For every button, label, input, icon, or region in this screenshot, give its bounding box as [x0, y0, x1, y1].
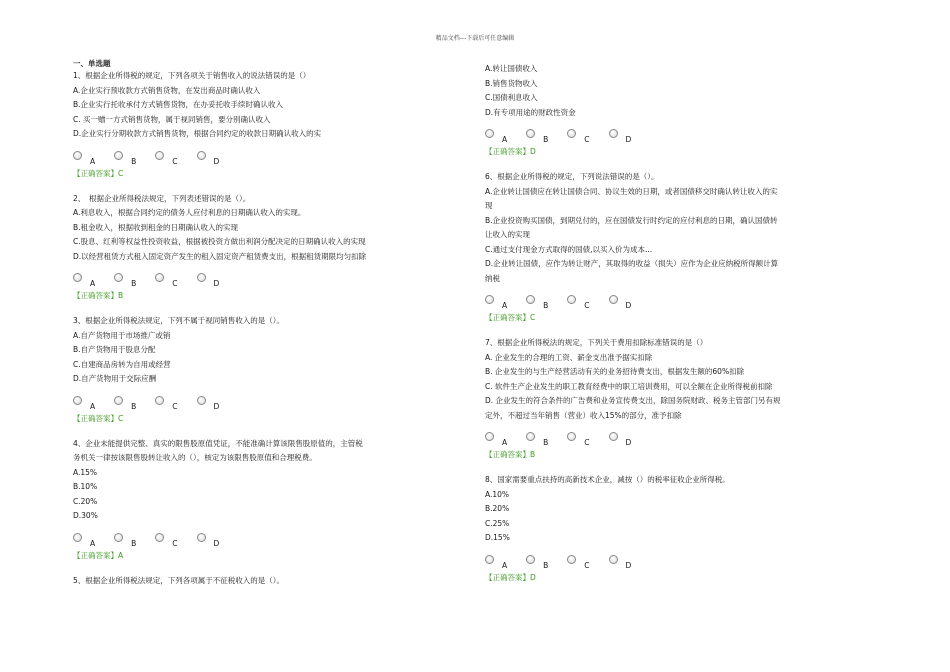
choice-label: A [90, 401, 96, 411]
left-column [73, 58, 408, 588]
answer-choice-row [73, 397, 408, 411]
radio-button[interactable] [567, 129, 576, 138]
choice-label: A [502, 135, 508, 144]
choice-label: C [584, 560, 590, 570]
radio-button[interactable] [567, 432, 576, 441]
choice-c[interactable] [155, 279, 177, 288]
choice-label: C [584, 301, 590, 310]
option-text: C. 买一赠一方式销售货物，属于视同销售，要分别确认收入 [73, 114, 271, 124]
choice-a[interactable] [73, 157, 95, 166]
question-block [73, 574, 408, 589]
choice-label: D [213, 156, 220, 166]
option-text: C.20% [73, 496, 98, 506]
question-block [485, 62, 805, 158]
radio-button[interactable] [155, 396, 164, 405]
question-text: 8、国家需要重点扶持的高新技术企业，减按（）的税率征收企业所得税。 [485, 475, 730, 484]
question-text: 6、根据企业所得税的规定，下列说法错误的是（）。 [485, 172, 659, 181]
choice-label: D [213, 279, 220, 288]
choice-b[interactable] [526, 301, 548, 310]
answer-choice-row [485, 433, 805, 447]
radio-button[interactable] [197, 151, 206, 160]
question-text: 3、根据企业所得税法规定，下列不属于视同销售收入的是（）。 [73, 316, 285, 325]
radio-button[interactable] [73, 273, 82, 282]
radio-button[interactable] [155, 151, 164, 160]
radio-button[interactable] [609, 555, 618, 564]
question-text: 1、根据企业所得税的规定，下列各项关于销售收入的说法错误的是（） [73, 71, 311, 80]
radio-button[interactable] [567, 555, 576, 564]
option-text: C.自建商品房转为自用或经营 [73, 359, 171, 369]
choice-a[interactable] [73, 402, 95, 411]
choice-a[interactable] [485, 135, 507, 144]
choice-c[interactable] [155, 402, 177, 411]
choice-label: D [213, 401, 220, 411]
choice-label: A [90, 279, 96, 288]
choice-label: B [131, 279, 137, 288]
choice-b[interactable] [114, 279, 136, 288]
question-block [485, 336, 805, 461]
radio-button[interactable] [485, 295, 494, 304]
option-text: 现 [485, 201, 493, 210]
radio-button[interactable] [485, 432, 494, 441]
option-text: D.30% [73, 511, 98, 520]
radio-button[interactable] [197, 533, 206, 542]
choice-d[interactable] [197, 539, 220, 548]
choice-label: A [90, 156, 96, 166]
option-text: B.租金收入，根据收到租金的日期确认收入的实现 [73, 222, 239, 232]
choice-label: C [584, 135, 590, 144]
radio-button[interactable] [485, 129, 494, 138]
radio-button[interactable] [609, 129, 618, 138]
option-text: C.国债利息收入 [485, 93, 538, 102]
radio-button[interactable] [114, 151, 123, 160]
choice-d[interactable] [609, 301, 632, 310]
option-text: B.企业实行托收承付方式销售货物，在办妥托收手续时确认收入 [73, 100, 284, 109]
option-text: A.15% [73, 467, 98, 477]
left-question-list [73, 69, 408, 588]
correct-answer: 【正确答案】B [485, 450, 536, 459]
question-block [73, 69, 408, 180]
choice-d[interactable] [197, 157, 220, 166]
radio-button[interactable] [526, 555, 535, 564]
option-text: B.20% [485, 504, 510, 513]
correct-answer: 【正确答案】B [73, 291, 124, 300]
right-question-list [485, 62, 805, 584]
correct-answer: 【正确答案】D [485, 572, 536, 582]
choice-label: A [502, 560, 508, 570]
choice-label: C [172, 156, 178, 166]
radio-button[interactable] [526, 432, 535, 441]
choice-b[interactable] [114, 402, 136, 411]
question-block [485, 170, 805, 324]
radio-button[interactable] [567, 295, 576, 304]
choice-d[interactable] [197, 279, 220, 288]
radio-button[interactable] [114, 533, 123, 542]
answer-choice-row [73, 152, 408, 166]
option-text: B.10% [73, 482, 98, 491]
question-block [73, 314, 408, 425]
option-text: B.销售货物收入 [485, 78, 538, 88]
choice-label: C [172, 538, 178, 548]
choice-label: D [625, 560, 632, 570]
radio-button[interactable] [526, 129, 535, 138]
radio-button[interactable] [155, 273, 164, 282]
choice-c[interactable] [567, 438, 589, 447]
option-text: A.自产货物用于市场推广或销 [73, 330, 171, 340]
choice-label: C [172, 401, 178, 411]
choice-d[interactable] [609, 135, 632, 144]
question-text: 7、根据企业所得税法的规定，下列关于费用扣除标准错误的是（） [485, 338, 708, 347]
choice-label: D [213, 538, 220, 548]
choice-a[interactable] [485, 438, 507, 447]
radio-button[interactable] [73, 533, 82, 542]
radio-button[interactable] [609, 295, 618, 304]
choice-label: B [543, 438, 549, 447]
choice-a[interactable] [73, 539, 95, 548]
choice-label: B [543, 301, 549, 310]
choice-label: B [543, 135, 549, 144]
choice-label: C [584, 438, 590, 447]
option-text: B.企业投资购买国债，到期兑付的，应在国债发行时约定的应付利息的日期，确认国债转 [485, 215, 778, 225]
choice-d[interactable] [197, 402, 220, 411]
correct-answer: 【正确答案】D [485, 147, 536, 156]
choice-c[interactable] [155, 157, 177, 166]
choice-label: C [172, 279, 178, 288]
question-text: 5、根据企业所得税法规定，下列各项属于不征税收入的是（）。 [73, 575, 285, 585]
choice-label: B [131, 401, 137, 411]
choice-a[interactable] [485, 561, 507, 570]
correct-answer: 【正确答案】C [73, 413, 124, 423]
question-block [485, 473, 805, 584]
choice-c[interactable] [567, 561, 589, 570]
option-text: D.企业转让国债，应作为转让财产，其取得的收益（损失）应作为企业应纳税所得额计算 [485, 259, 779, 268]
option-text: C.通过支付现金方式取得的国债,以买入价为成本... [485, 244, 653, 254]
question-text: 2、 根据企业所得税法规定，下列表述错误的是（）。 [73, 193, 251, 203]
radio-button[interactable] [526, 295, 535, 304]
choice-label: A [90, 538, 96, 548]
right-column [485, 62, 805, 596]
choice-label: B [543, 560, 549, 570]
radio-button[interactable] [485, 555, 494, 564]
option-text: D.15% [485, 533, 510, 542]
choice-c[interactable] [567, 301, 589, 310]
choice-label: B [131, 538, 137, 548]
radio-button[interactable] [197, 396, 206, 405]
correct-answer: 【正确答案】A [73, 550, 124, 560]
answer-choice-row [73, 274, 408, 288]
option-text: C.25% [485, 518, 510, 528]
option-text: B. 企业发生的与生产经营活动有关的业务招待费支出，根据发生额的60%扣除 [485, 367, 745, 376]
option-text: A.利息收入，根据合同约定的债务人应付利息的日期确认收入的实现。 [73, 208, 306, 217]
choice-a[interactable] [73, 279, 95, 288]
option-text: A.企业实行预收款方式销售货物，在发出商品时确认收入 [73, 85, 261, 95]
option-text: A.企业转让国债应在转让国债合同、协议生效的日期，或者国债移交时确认转让收入的实 [485, 186, 778, 196]
answer-choice-row [485, 556, 805, 570]
option-text: D. 企业发生的符合条件的广告费和业务宣传费支出，除国务院财政、税务主管部门另有规 [485, 396, 781, 405]
choice-d[interactable] [609, 438, 632, 447]
choice-b[interactable] [526, 135, 548, 144]
question-block [73, 437, 408, 562]
choice-label: A [502, 438, 508, 447]
option-text: D.企业实行分期收款方式销售货物，根据合同约定的收款日期确认收入的实 [73, 129, 322, 138]
option-text: C.股息、红利等权益性投资收益，根据被投资方做出利润分配决定的日期确认收入的实现 [73, 237, 366, 246]
choice-b[interactable] [526, 438, 548, 447]
option-text: 纳税 [485, 273, 500, 283]
correct-answer: 【正确答案】C [485, 313, 536, 322]
option-text: A.10% [485, 489, 510, 499]
choice-b[interactable] [114, 157, 136, 166]
question-block [73, 192, 408, 303]
answer-choice-row [73, 534, 408, 548]
radio-button[interactable] [155, 533, 164, 542]
choice-c[interactable] [155, 539, 177, 548]
radio-button[interactable] [197, 273, 206, 282]
choice-label: B [131, 156, 137, 166]
option-text: B.自产货物用于股息分配 [73, 345, 156, 354]
radio-button[interactable] [114, 396, 123, 405]
radio-button[interactable] [73, 151, 82, 160]
radio-button[interactable] [609, 432, 618, 441]
correct-answer: 【正确答案】C [73, 168, 124, 178]
choice-d[interactable] [609, 561, 632, 570]
choice-a[interactable] [485, 301, 507, 310]
option-text: A.转让国债收入 [485, 64, 538, 73]
answer-choice-row [485, 130, 805, 144]
choice-label: D [625, 301, 632, 310]
choice-b[interactable] [526, 561, 548, 570]
choice-label: D [625, 438, 632, 447]
question-text: 4、企业未能提供完整、真实的限售股原值凭证，不能准确计算该限售股原值的，主管税 [73, 438, 363, 448]
option-text: 让收入的实现 [485, 230, 530, 239]
choice-c[interactable] [567, 135, 589, 144]
choice-label: D [625, 135, 632, 144]
option-text: A. 企业发生的合理的工资、薪金支出准予据实扣除 [485, 352, 653, 362]
option-text: D.有专项用途的财政性资金 [485, 107, 576, 117]
answer-choice-row [485, 296, 805, 310]
page-header: 精品文档---下载后可任意编辑 [435, 35, 515, 42]
radio-button[interactable] [114, 273, 123, 282]
option-text: D.自产货物用于交际应酬 [73, 374, 157, 383]
option-text: C. 软件生产企业发生的职工教育经费中的职工培训费用，可以全额在企业所得税前扣除 [485, 381, 773, 391]
option-text: 定外，不超过当年销售（营业）收入15%的部分，准予扣除 [485, 410, 682, 420]
radio-button[interactable] [73, 396, 82, 405]
choice-b[interactable] [114, 539, 136, 548]
choice-label: A [502, 301, 508, 310]
section-title: 一、单选题 [73, 59, 111, 68]
option-text: D.以经营租赁方式租入固定资产发生的租入固定资产租赁费支出，根据租赁期限均匀扣除 [73, 251, 367, 261]
question-text: 务机关一律按该限售股转让收入的（），核定为该限售股原值和合理税费。 [73, 453, 317, 462]
